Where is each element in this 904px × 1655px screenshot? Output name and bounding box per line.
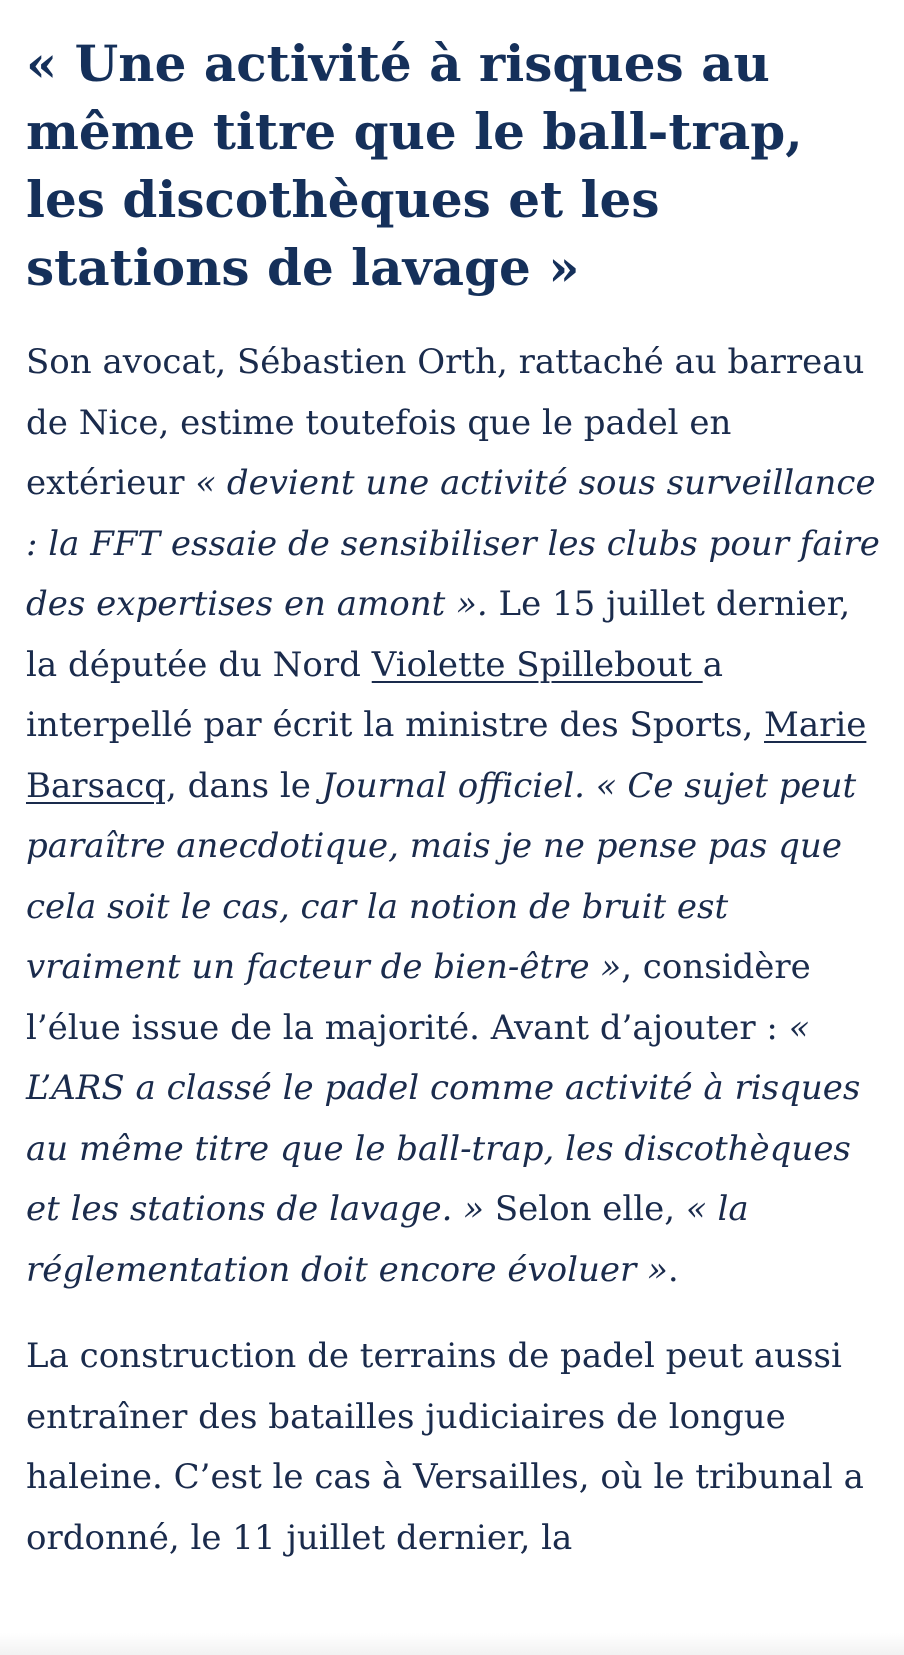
paragraph-text: , considère l’élue issue de la majorité. Avant d’ajouter : bbox=[26, 947, 811, 1048]
paragraph-text: , dans le bbox=[166, 765, 322, 806]
paragraph-text: Son avocat, Sébastien Orth, rattaché au barreau de Nice, estime toutefois que le padel en extérieur bbox=[26, 342, 865, 503]
quote-text: « L’ARS a classé le padel comme activité à risques au même titre que le ball-trap, les discothèques et les stations de lavage. » bbox=[26, 1007, 861, 1229]
quote-text: « la réglementation doit encore évoluer » bbox=[26, 1189, 749, 1290]
section-headline: « Une activité à risques au même titre que le ball-trap, les discothèques et les stations de lavage » bbox=[26, 34, 803, 297]
link-violette-spillebout[interactable]: Violette Spillebout bbox=[371, 644, 703, 685]
paragraph-text: Le 15 juillet dernier, la députée du Nord bbox=[26, 584, 851, 685]
quote-text: Journal officiel. « Ce sujet peut paraître anecdotique, mais je ne pense pas que cela soit le cas, car la notion de bruit est vraiment un facteur de bien-être » bbox=[26, 765, 857, 987]
article-paragraph: La construction de terrains de padel peut aussi entraîner des batailles judiciaires de longue haleine. C’est le cas à Versailles, où le tribunal a ordonné, le 11 juillet dernier, la bbox=[26, 1336, 864, 1558]
link-marie-barsacq[interactable]: Marie Barsacq bbox=[26, 705, 867, 806]
bottom-fade bbox=[0, 1633, 904, 1655]
paragraph-text: . bbox=[667, 1249, 679, 1290]
paragraph-text: a interpellé par écrit la ministre des Sports, bbox=[26, 644, 765, 745]
paragraph-text: Selon elle, bbox=[484, 1189, 686, 1229]
article-paragraph bbox=[26, 332, 882, 1300]
article-body bbox=[26, 30, 882, 1568]
quote-text: « devient une activité sous surveillance : la FFT essaie de sensibiliser les clubs pour faire des expertises en amont ». bbox=[26, 463, 880, 624]
